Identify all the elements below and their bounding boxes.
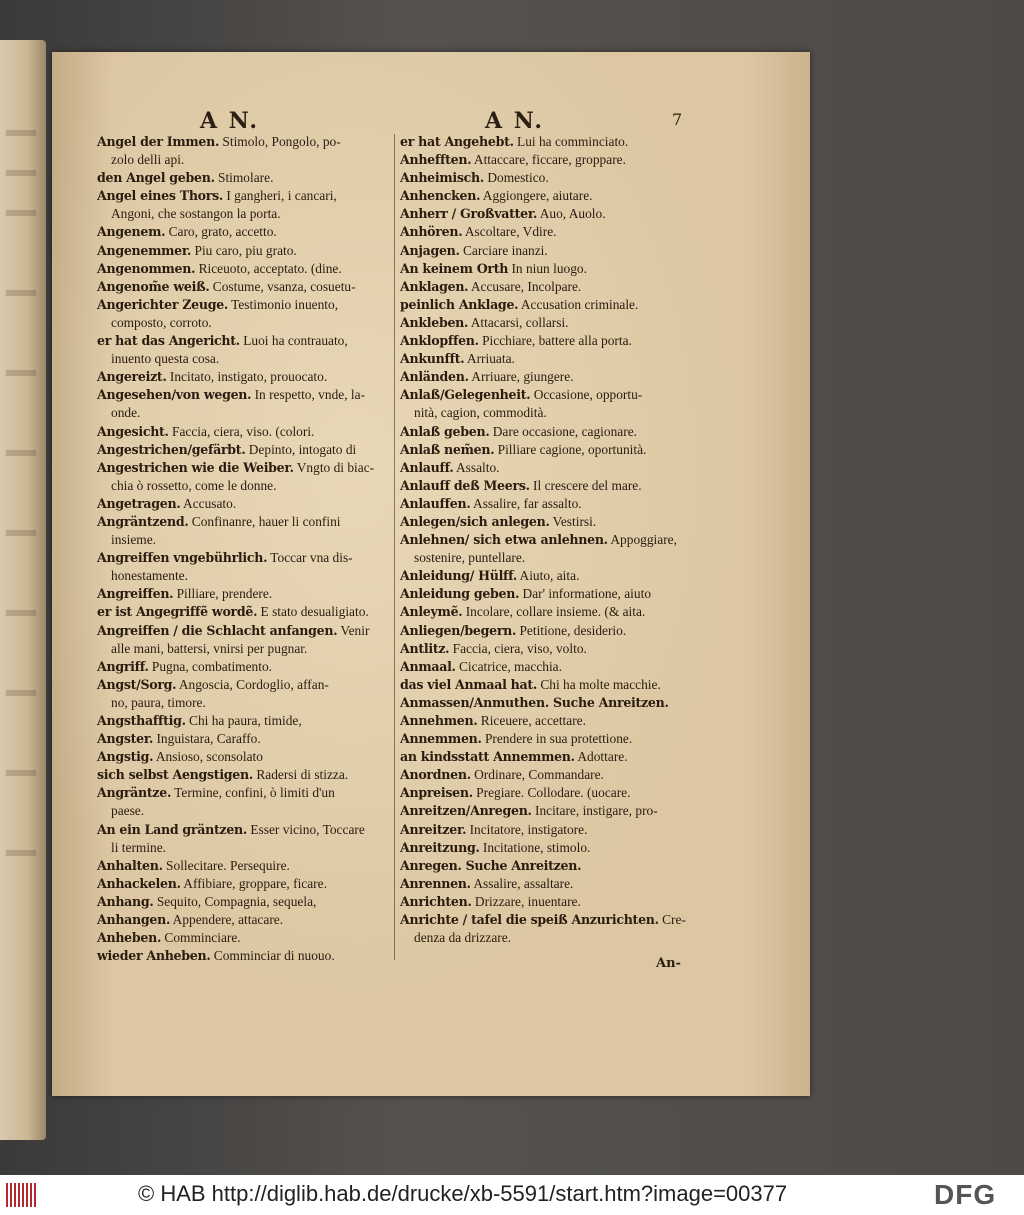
italian-translation: Stimolo, Pongolo, po- [219, 134, 341, 149]
italian-translation: onde. [111, 405, 141, 421]
dictionary-entry [97, 459, 393, 477]
german-headword: Anklagen. [400, 278, 469, 294]
german-headword: Annehmen. [400, 713, 478, 728]
german-headword: Angster. [97, 731, 154, 747]
italian-translation: Depinto, intogato di [245, 441, 357, 457]
italian-translation: Attaccare, ficcare, groppare. [471, 152, 626, 168]
dictionary-entry [400, 513, 692, 531]
german-headword: Anlauff. [400, 459, 454, 475]
dictionary-entry [97, 911, 393, 929]
dictionary-entry [400, 404, 692, 422]
footer-bar [0, 1175, 1024, 1215]
german-headword: Anjagen. [400, 242, 460, 258]
dictionary-entry [97, 531, 393, 549]
italian-translation: Angoni, che sostangon la porta. [111, 206, 281, 222]
italian-translation: Riceuere, accettare. [477, 713, 586, 728]
italian-translation: paese. [111, 803, 145, 819]
italian-translation: Cicatrice, macchia. [455, 658, 562, 674]
dictionary-entry [97, 712, 393, 730]
german-headword: An keinem Orth [400, 260, 509, 276]
german-headword: Angenommen. [97, 260, 196, 276]
german-headword: Angenem. [97, 224, 166, 240]
german-headword: Angst/Sorg. [97, 676, 177, 692]
dictionary-entry [400, 712, 692, 730]
dictionary-entry [97, 441, 393, 459]
german-headword: Anheimisch. [400, 170, 484, 186]
italian-translation: denza da drizzare. [414, 930, 512, 946]
italian-translation: insieme. [111, 532, 156, 548]
italian-translation: Chi ha molte macchie. [536, 676, 661, 692]
german-headword: Angerichter Zeuge. [97, 296, 229, 312]
italian-translation: Accusato. [180, 495, 237, 511]
german-headword: Angenemmer. [97, 242, 192, 258]
italian-translation: Chi ha paura, timide, [185, 713, 302, 728]
italian-translation: Testimonio inuento, [228, 296, 339, 312]
german-headword: Angenom̃e weiß. [97, 278, 210, 294]
italian-translation: Affibiare, groppare, ficare. [180, 875, 327, 891]
german-headword: Angreiffen. [97, 586, 174, 602]
german-headword: Angestrichen wie die Weiber. [97, 459, 294, 475]
german-headword: Anhang. [97, 893, 154, 909]
dictionary-entry [400, 676, 692, 694]
italian-translation: Arriuare, giungere. [468, 369, 574, 385]
italian-translation: Vestirsi. [549, 513, 597, 529]
dictionary-entry [400, 929, 692, 947]
dictionary-entry [97, 151, 393, 169]
dictionary-entry [97, 802, 393, 820]
italian-translation: Il crescere del mare. [529, 477, 642, 493]
italian-translation: Comminciar di nuouo. [210, 948, 335, 964]
dictionary-entry [97, 694, 393, 712]
italian-translation: Esser vicino, Toccare [247, 821, 365, 837]
dictionary-entry [97, 169, 393, 187]
german-headword: Anherr / Großvatter. [400, 206, 538, 222]
german-headword: Anlaß/Gelegenheit. [400, 387, 531, 403]
column-divider [394, 134, 395, 960]
dictionary-entry [400, 585, 692, 603]
german-headword: Angreiffen / die Schlacht anfangen. [97, 622, 338, 638]
dictionary-entry [97, 585, 393, 603]
italian-translation: Aiuto, aita. [516, 568, 580, 584]
catchword: An- [656, 956, 681, 971]
italian-translation: Luoi ha contrauato, [239, 333, 348, 349]
dictionary-entry [97, 296, 393, 314]
italian-translation: In respetto, vnde, la- [251, 387, 366, 403]
dictionary-entry [97, 730, 393, 748]
dictionary-entry [97, 766, 393, 784]
italian-translation: li termine. [111, 839, 167, 855]
dictionary-entry [400, 549, 692, 567]
italian-translation: Arriuata. [464, 351, 515, 367]
dictionary-entry [97, 477, 393, 495]
german-headword: er hat das Angericht. [97, 333, 240, 349]
dictionary-entry [97, 821, 393, 839]
italian-translation: Lui ha comminciato. [513, 134, 629, 149]
german-headword: sich selbst Aengstigen. [97, 767, 253, 783]
italian-translation: In niun luogo. [508, 260, 587, 276]
italian-translation: Caro, grato, accetto. [165, 224, 277, 240]
barcode-icon [6, 1183, 36, 1207]
german-headword: Anlauff deß Meers. [400, 477, 530, 493]
german-headword: Anregen. Suche Anreitzen. [400, 857, 582, 873]
dictionary-entry [400, 441, 692, 459]
german-headword: Anlauffen. [400, 495, 471, 511]
german-headword: Anhackelen. [97, 875, 181, 891]
italian-translation: E stato desualigiato. [257, 604, 369, 620]
dictionary-entry [97, 260, 393, 278]
dictionary-entry [97, 423, 393, 441]
dictionary-entry [97, 242, 393, 260]
german-headword: Anlaß geben. [400, 423, 490, 439]
italian-translation: Petitione, desiderio. [516, 622, 627, 638]
italian-translation: Appendere, attacare. [170, 912, 284, 928]
dictionary-entry [97, 622, 393, 640]
dictionary-entry [400, 133, 692, 151]
dictionary-entry [97, 278, 393, 296]
italian-translation: inuento questa cosa. [111, 351, 220, 367]
italian-translation: I gangheri, i cancari, [223, 188, 337, 204]
german-headword: Anleidung geben. [400, 586, 520, 602]
dictionary-entry [400, 658, 692, 676]
dictionary-entry [400, 802, 692, 820]
german-headword: Angriff. [97, 658, 149, 674]
dictionary-entry [97, 893, 393, 911]
italian-translation: zolo delli api. [111, 152, 185, 168]
german-headword: Angstig. [97, 749, 154, 765]
german-headword: An ein Land gräntzen. [97, 821, 247, 837]
german-headword: Angreiffen vngebührlich. [97, 550, 268, 566]
dictionary-entry [97, 513, 393, 531]
german-headword: Anreitzung. [400, 839, 480, 855]
german-headword: Anliegen/begern. [400, 622, 517, 638]
german-headword: Annemmen. [400, 731, 482, 747]
italian-translation: Angoscia, Cordoglio, affan- [176, 676, 329, 692]
german-headword: Anordnen. [400, 767, 471, 783]
dictionary-entry [400, 531, 692, 549]
dictionary-entry [400, 694, 692, 712]
running-head-right: A N. [485, 108, 545, 134]
italian-translation: Sequito, Compagnia, sequela, [153, 893, 317, 909]
dictionary-entry [400, 567, 692, 585]
italian-translation: Ascoltare, Vdire. [462, 224, 557, 240]
dictionary-entry [97, 748, 393, 766]
dictionary-entry [97, 495, 393, 513]
dictionary-entry [400, 296, 692, 314]
dictionary-entry [400, 477, 692, 495]
dictionary-entry [97, 314, 393, 332]
dictionary-entry [97, 875, 393, 893]
dictionary-entry [400, 350, 692, 368]
italian-translation: composto, corroto. [111, 314, 212, 330]
dictionary-entry [97, 784, 393, 802]
italian-translation: Assalire, far assalto. [470, 495, 582, 511]
italian-translation: Dare occasione, cagionare. [489, 423, 637, 439]
dictionary-entry [97, 947, 393, 965]
italian-translation: Sollecitare. Persequire. [162, 857, 290, 873]
german-headword: Antlitz. [400, 640, 450, 656]
italian-translation: Domestico. [484, 170, 549, 186]
dictionary-entry [400, 278, 692, 296]
dictionary-entry [97, 603, 393, 621]
german-headword: Anleidung/ Hülff. [400, 568, 517, 584]
german-headword: den Angel geben. [97, 170, 215, 186]
dictionary-entry [97, 404, 393, 422]
dictionary-entry [97, 640, 393, 658]
german-headword: Anhencken. [400, 188, 481, 204]
dictionary-entry [400, 169, 692, 187]
dictionary-entry [97, 133, 393, 151]
italian-translation: Venir [337, 622, 370, 638]
dictionary-entry [400, 893, 692, 911]
italian-translation: Piu caro, piu grato. [191, 242, 297, 258]
german-headword: Anleymẽ. [400, 604, 463, 620]
dictionary-entry [400, 314, 692, 332]
italian-translation: Pilliare cagione, oportunità. [494, 441, 647, 457]
dictionary-entry [400, 151, 692, 169]
italian-translation: Ansioso, sconsolato [153, 749, 263, 765]
dictionary-entry [400, 766, 692, 784]
german-headword: Anreitzen/Anregen. [400, 803, 532, 819]
dictionary-entry [400, 187, 692, 205]
running-head-left: A N. [200, 108, 260, 134]
dictionary-entry [400, 332, 692, 350]
italian-translation: Assalire, assaltare. [470, 875, 574, 891]
italian-translation: Inguistara, Caraffo. [153, 731, 261, 747]
italian-translation: Ordinare, Commandare. [470, 767, 604, 783]
german-headword: Anlaß nem̃en. [400, 441, 495, 457]
dictionary-entry [400, 242, 692, 260]
italian-translation: Attacarsi, collarsi. [468, 314, 569, 330]
german-headword: Angetragen. [97, 495, 181, 511]
german-headword: Angel eines Thors. [97, 188, 223, 204]
dictionary-entry [400, 784, 692, 802]
italian-translation: Faccia, ciera, viso. (colori. [168, 423, 315, 439]
dfg-logo: DFG [934, 1179, 997, 1210]
dictionary-entry [400, 368, 692, 386]
german-headword: Anmaal. [400, 658, 456, 674]
german-headword: Anrichte / tafel die speiß Anzurichten. [400, 912, 659, 928]
italian-translation: Costume, vsanza, cosuetu- [209, 278, 356, 294]
dictionary-entry [97, 187, 393, 205]
italian-translation: Incitatione, stimolo. [479, 839, 591, 855]
italian-translation: Carciare inanzi. [459, 242, 548, 258]
dictionary-entry [97, 549, 393, 567]
dictionary-entry [400, 839, 692, 857]
german-headword: Anlehnen/ sich etwa anlehnen. [400, 532, 608, 548]
italian-translation: Pilliare, prendere. [173, 586, 273, 602]
italian-translation: Accusation criminale. [518, 296, 639, 312]
german-headword: Anhefften. [400, 152, 472, 168]
italian-translation: alle mani, battersi, vnirsi per pugnar. [111, 640, 308, 656]
italian-translation: Appoggiare, [607, 532, 677, 548]
dictionary-entry [400, 495, 692, 513]
dictionary-entry [400, 386, 692, 404]
italian-translation: Stimolare. [214, 170, 274, 186]
german-headword: Anklopffen. [400, 333, 479, 349]
dictionary-entry [400, 603, 692, 621]
dictionary-entry [400, 423, 692, 441]
dictionary-entry [97, 223, 393, 241]
italian-translation: Cre- [658, 912, 686, 928]
italian-translation: Incitatore, instigatore. [466, 821, 588, 837]
italian-translation: nità, cagion, commodità. [414, 405, 547, 421]
italian-translation: Riceuoto, acceptato. (dine. [195, 260, 342, 276]
italian-translation: Accusare, Incolpare. [468, 278, 582, 294]
german-headword: Ankleben. [400, 314, 469, 330]
copyright-link[interactable]: © HAB http://diglib.hab.de/drucke/xb-5591/start.htm?image=00377 [138, 1181, 788, 1206]
german-headword: er hat Angehebt. [400, 134, 514, 149]
italian-translation: no, paura, timore. [111, 694, 206, 710]
german-headword: Angel der Immen. [97, 134, 220, 149]
dictionary-entry [97, 332, 393, 350]
dictionary-entry [97, 567, 393, 585]
dictionary-entry [97, 929, 393, 947]
italian-translation: Toccar vna dis- [267, 550, 353, 566]
dictionary-entry [400, 260, 692, 278]
dictionary-entry [400, 205, 692, 223]
left-column [97, 133, 393, 965]
italian-translation: sostenire, puntellare. [414, 550, 526, 566]
right-column [400, 133, 692, 947]
dictionary-entry [400, 748, 692, 766]
german-headword: Angestrichen/gefärbt. [97, 441, 246, 457]
italian-translation: Vngto di biac- [293, 459, 375, 475]
german-headword: an kindsstatt Annemmen. [400, 749, 575, 765]
italian-translation: Dar' informatione, aiuto [519, 586, 652, 602]
dictionary-entry [400, 875, 692, 893]
dictionary-entry [400, 857, 692, 875]
italian-translation: Occasione, opportu- [530, 387, 643, 403]
dictionary-entry [97, 676, 393, 694]
german-headword: Angesehen/von wegen. [97, 387, 252, 403]
german-headword: Angereizt. [97, 369, 167, 385]
italian-translation: chia ò rossetto, come le donne. [111, 477, 277, 493]
previous-page-edge [0, 40, 46, 1140]
italian-translation: honestamente. [111, 568, 188, 584]
dictionary-entry [97, 857, 393, 875]
dictionary-entry [97, 839, 393, 857]
page-number: 7 [672, 110, 683, 129]
german-headword: Anrennen. [400, 875, 471, 891]
italian-translation: Prendere in sua protettione. [481, 731, 633, 747]
dictionary-entry [97, 350, 393, 368]
german-headword: Anländen. [400, 369, 469, 385]
italian-translation: Incitare, instigare, pro- [531, 803, 658, 819]
german-headword: Anhangen. [97, 912, 171, 928]
dictionary-entry [400, 459, 692, 477]
italian-translation: Faccia, ciera, viso, volto. [449, 640, 587, 656]
german-headword: Angsthafftig. [97, 713, 186, 728]
dictionary-entry [400, 223, 692, 241]
italian-translation: Confinanre, hauer li confini [188, 513, 341, 529]
dictionary-entry [97, 386, 393, 404]
italian-translation: Auo, Auolo. [537, 206, 606, 222]
german-headword: Anmassen/Anmuthen. Suche Anreitzen. [400, 694, 669, 710]
german-headword: er ist Angegriffẽ wordẽ. [97, 604, 258, 620]
german-headword: Anpreisen. [400, 785, 473, 801]
italian-translation: Incitato, instigato, prouocato. [166, 369, 328, 385]
dictionary-entry [400, 622, 692, 640]
dictionary-entry [400, 911, 692, 929]
italian-translation: Picchiare, battere alla porta. [478, 333, 632, 349]
german-headword: Ankunfft. [400, 351, 465, 367]
italian-translation: Assalto. [453, 459, 500, 475]
german-headword: Angesicht. [97, 423, 169, 439]
german-headword: peinlich Anklage. [400, 296, 519, 312]
italian-translation: Pregiare. Collodare. (uocare. [472, 785, 631, 801]
italian-translation: Pugna, combatimento. [148, 658, 273, 674]
italian-translation: Termine, confini, ò limiti d'un [171, 785, 335, 801]
dictionary-entry [97, 658, 393, 676]
italian-translation: Incolare, collare insieme. (& aita. [462, 604, 646, 620]
german-headword: Anlegen/sich anlegen. [400, 513, 550, 529]
german-headword: Angräntzend. [97, 513, 189, 529]
german-headword: wieder Anheben. [97, 948, 211, 964]
dictionary-entry [97, 205, 393, 223]
german-headword: Anrichten. [400, 893, 472, 909]
italian-translation: Radersi di stizza. [252, 767, 349, 783]
german-headword: Angräntze. [97, 785, 172, 801]
italian-translation: Drizzare, inuentare. [471, 893, 581, 909]
italian-translation: Adottare. [574, 749, 628, 765]
german-headword: Anhören. [400, 224, 463, 240]
italian-translation: Comminciare. [161, 930, 241, 946]
italian-translation: Aggiongere, aiutare. [480, 188, 593, 204]
dictionary-entry [400, 821, 692, 839]
german-headword: das viel Anmaal hat. [400, 676, 537, 692]
german-headword: Anhalten. [97, 857, 163, 873]
dictionary-entry [400, 730, 692, 748]
dictionary-entry [97, 368, 393, 386]
german-headword: Anheben. [97, 930, 162, 946]
dictionary-entry [400, 640, 692, 658]
german-headword: Anreitzer. [400, 821, 467, 837]
